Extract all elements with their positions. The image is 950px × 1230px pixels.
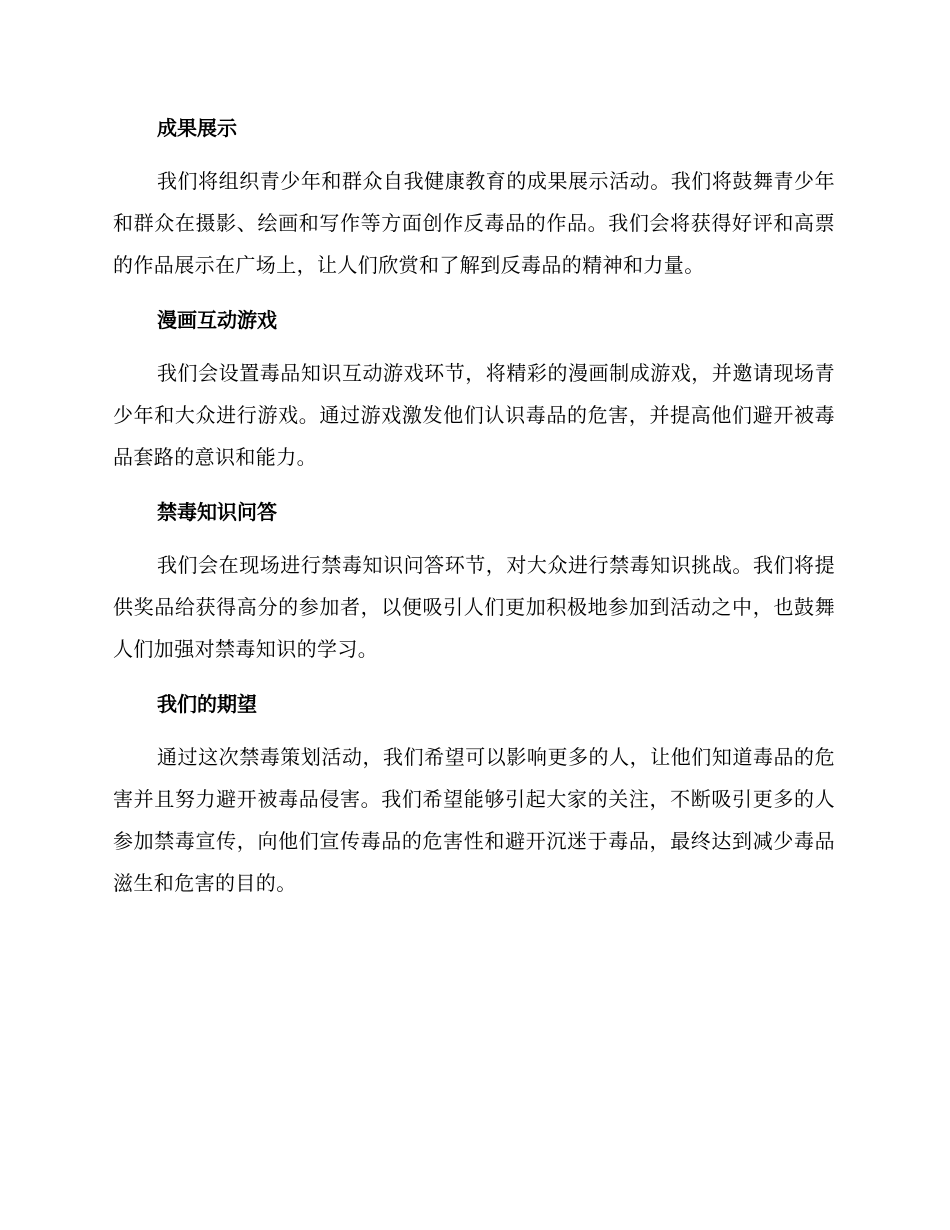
section-heading: 我们的期望 bbox=[157, 692, 257, 716]
section-heading: 成果展示 bbox=[157, 116, 237, 140]
section-heading: 禁毒知识问答 bbox=[157, 500, 277, 524]
section-paragraph: 我们将组织青少年和群众自我健康教育的成果展示活动。我们将鼓舞青少年和群众在摄影、绘画和写作等方面创作反毒品的作品。我们会将获得好评和高票的作品展示在广场上，让人们欣赏和了解到反毒品的精神和力量。 bbox=[113, 169, 835, 277]
section-paragraph: 我们会设置毒品知识互动游戏环节，将精彩的漫画制成游戏，并邀请现场青少年和大众进行游戏。通过游戏激发他们认识毒品的危害，并提高他们避开被毒品套路的意识和能力。 bbox=[113, 361, 835, 469]
section-paragraph: 我们会在现场进行禁毒知识问答环节，对大众进行禁毒知识挑战。我们将提供奖品给获得高分的参加者，以便吸引人们更加积极地参加到活动之中，也鼓舞人们加强对禁毒知识的学习。 bbox=[113, 553, 835, 661]
section-drug-knowledge-quiz bbox=[113, 492, 835, 670]
section-results-showcase bbox=[113, 108, 835, 286]
section-paragraph: 通过这次禁毒策划活动，我们希望可以影响更多的人，让他们知道毒品的危害并且努力避开被毒品侵害。我们希望能够引起大家的关注，不断吸引更多的人参加禁毒宣传，向他们宣传毒品的危害性和避开沉迷于毒品，最终达到减少毒品滋生和危害的目的。 bbox=[113, 745, 835, 895]
document-page bbox=[113, 108, 835, 918]
section-heading: 漫画互动游戏 bbox=[157, 308, 277, 332]
section-comic-interactive-game bbox=[113, 300, 835, 478]
section-our-expectations bbox=[113, 684, 835, 904]
